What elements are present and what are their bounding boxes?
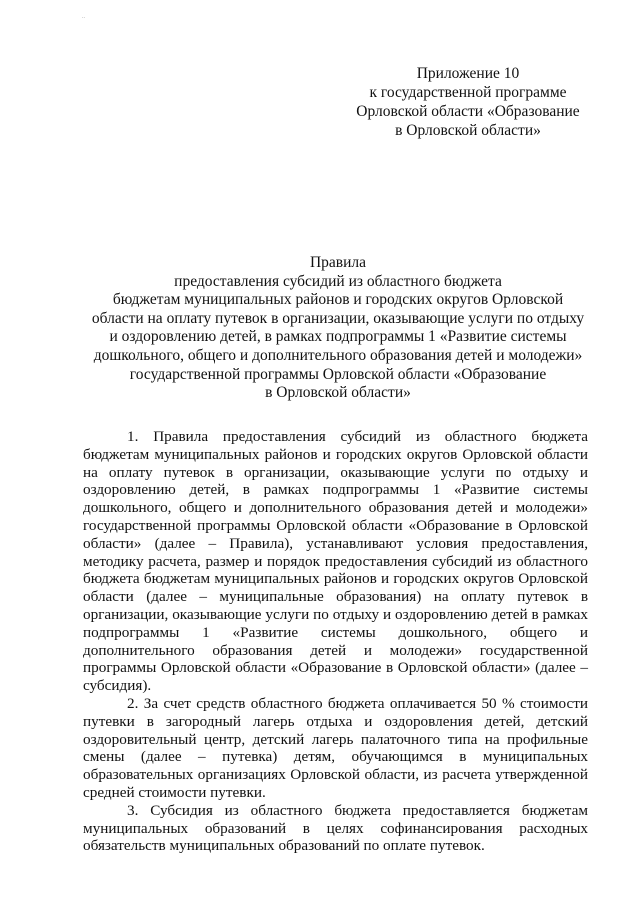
paragraph-1: 1. Правила предоставления субсидий из областного бюджета бюджетам муниципальных районов и городских округов Орловской области на оплату путевок в организации, оказывающие услуги по отдыху и оздоровлению детей, в рамках подпрограммы 1 «Развитие системы дошкольного, общего и дополнительного образования детей и молодежи» государственной программы Орловской области «Образование в Орловской области» (далее – Правила), устанавливают условия предоставления, методику расчета, размер и порядок предоставления субсидий из областного бюджета бюджетам муниципальных районов и городских округов Орловской области (далее – муниципальные образования) на оплату путевок в организации, оказывающие услуги по отдыху и оздоровлению детей в рамках подпрограммы 1 «Развитие системы дошкольного, общего и дополнительного образования детей и молодежи» государственной программы Орловской области «Образование в Орловской области» (далее – субсидия). [83,428,588,695]
appendix-line: Орловской области «Образование [356,103,580,120]
title-line: области на оплату путевок в организации, оказывающие услуги по отдыху [91,309,585,327]
appendix-line: Приложение 10 [416,65,520,82]
title-line: предоставления субсидий из областного бюджета [174,272,502,290]
appendix-header [340,64,596,140]
title-line: и оздоровлению детей, в рамках подпрограммы 1 «Развитие системы [109,328,567,346]
title-line: государственной программы Орловской области «Образование [129,365,547,383]
title-line: дошкольного, общего и дополнительного образования детей и молодежи» [93,346,583,364]
title-line: бюджетам муниципальных районов и городских округов Орловской [112,291,564,309]
document-body [83,428,588,855]
scan-corner-mark: .. [82,14,85,20]
document-title [82,254,594,403]
appendix-line: в Орловской области» [395,122,541,139]
title-line: Правила [309,254,367,271]
paragraph-2: 2. За счет средств областного бюджета оплачивается 50 % стоимости путевки в загородный лагерь отдыха и оздоровления детей, детский оздоровительный центр, детский лагерь палаточного типа на профильные смены (далее – путевка) детям, обучающимся в муниципальных образовательных организациях Орловской области, из расчета утвержденной средней стоимости путевки. [83,694,588,801]
title-line: в Орловской области» [265,384,411,402]
appendix-line: к государственной программе [369,84,567,101]
paragraph-3: 3. Субсидия из областного бюджета предоставляется бюджетам муниципальных образований в целях софинансирования расходных обязательств муниципальных образований по оплате путевок. [83,801,588,855]
